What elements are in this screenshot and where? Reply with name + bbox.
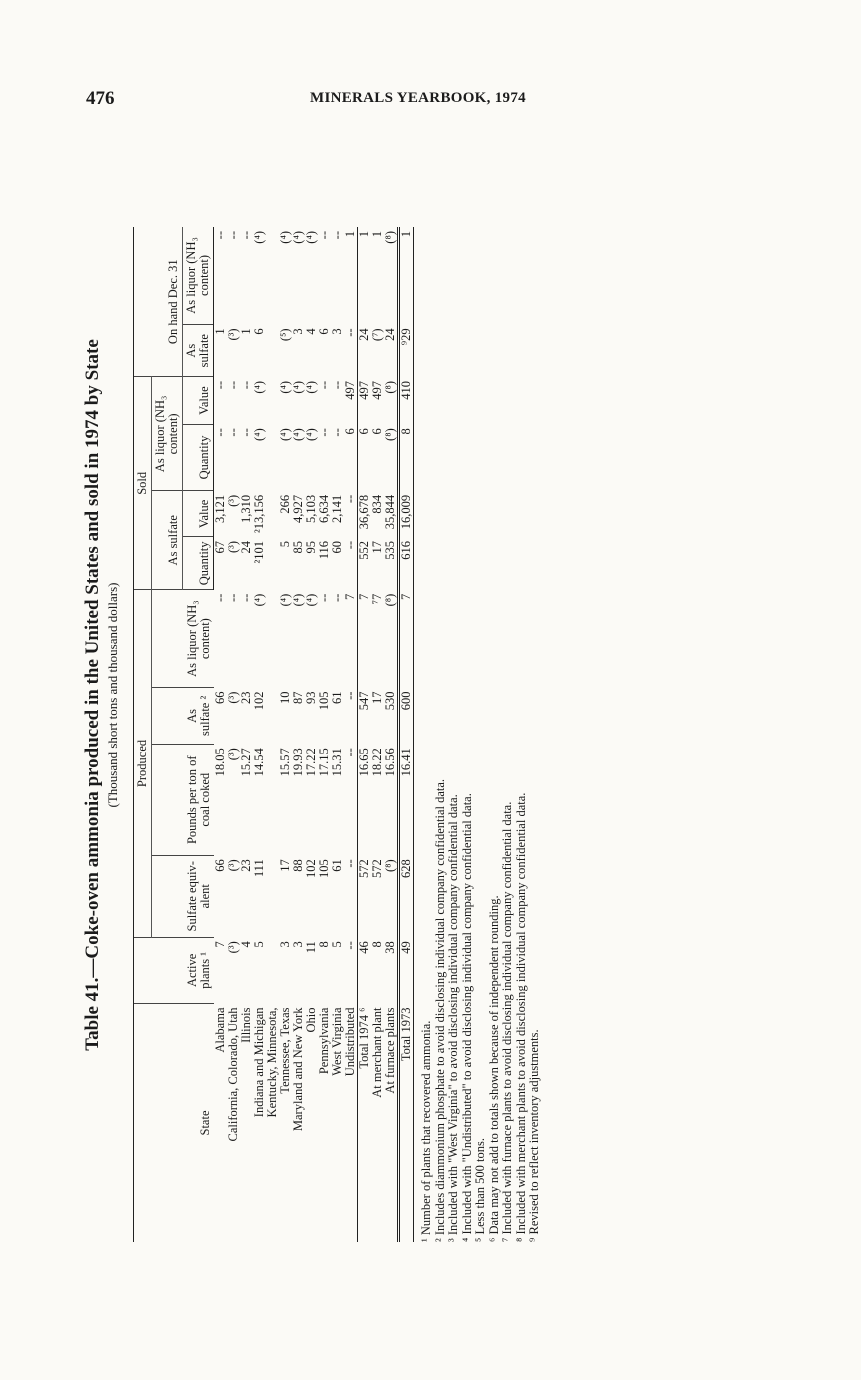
value-cell: 497 [370, 380, 384, 400]
value-cell: 66 [212, 691, 227, 705]
value-cell: 5 [252, 941, 266, 948]
footnote: ³ Included with "West Virginia" to avoid disclosing individual company confidential data. [446, 794, 460, 1242]
value-cell: 1 [239, 328, 253, 335]
state-cell: Illinois [239, 1007, 253, 1043]
value-cell: 18.05 [212, 748, 227, 777]
value-cell: 102 [252, 691, 266, 711]
col-sold-liquor-value: Value [183, 377, 214, 424]
value-cell: 38 [383, 941, 397, 954]
value-cell: (³) [226, 494, 240, 507]
value-cell: 600 [399, 688, 414, 745]
value-cell: 16,009 [399, 491, 414, 537]
value-cell: -- [226, 380, 240, 390]
table-subtitle: (Thousand short tons and thousand dollars) [105, 582, 120, 808]
value-cell: (⁴) [252, 428, 266, 441]
value-cell: 16.65 [358, 744, 372, 855]
value-cell: 6 [358, 424, 372, 491]
state-cell: Kentucky, Minnesota, [265, 1007, 279, 1118]
value-cell: (⁴) [304, 231, 318, 244]
value-cell: -- [239, 231, 253, 240]
value-cell: (³) [226, 691, 240, 704]
value-cell: -- [239, 380, 253, 390]
value-cell: 4 [239, 941, 253, 948]
group-produced: Produced [134, 590, 152, 938]
value-cell: 616 [399, 537, 414, 590]
value-cell: (³) [226, 540, 240, 554]
col-pounds-per-ton: Pounds per ton of coal coked [152, 744, 214, 855]
value-cell: 552 [358, 537, 372, 590]
value-cell: 24 [358, 324, 372, 377]
col-on-hand-sulfate: As sulfate [183, 324, 214, 377]
value-cell: -- [317, 231, 331, 240]
col-sulfate-equivalent: Sulfate equiv- alent [152, 855, 214, 937]
value-cell: (⁴) [291, 231, 305, 244]
footnote: ⁸ Included with merchant plants to avoid disclosing individual company confidential data. [513, 792, 528, 1242]
value-cell: 16.56 [383, 748, 397, 777]
value-cell: 24 [383, 328, 397, 341]
value-cell: 87 [291, 691, 305, 705]
footnote: ² Includes diammonium phosphate to avoid disclosing individual company confidential data. [432, 778, 447, 1242]
table-row [399, 227, 414, 1242]
footnote: ⁶ Data may not add to totals shown because of independent rounding. [486, 895, 501, 1242]
state-cell: California, Colorado, Utah [226, 1007, 240, 1142]
value-cell: 3,121 [213, 494, 227, 523]
state-cell: At merchant plant [370, 1007, 384, 1098]
col-produced-as-sulfate: As sulfate ² [152, 688, 214, 745]
rotated-table-block [82, 140, 582, 1250]
value-cell: (³) [226, 859, 240, 872]
value-cell: 10 [278, 691, 292, 705]
value-cell: 17.22 [304, 748, 318, 777]
table-title: Table 41.—Coke-oven ammonia produced in the United States and sold in 1974 by State [82, 339, 103, 1051]
col-active-plants: Active plants ¹ [134, 937, 214, 1003]
value-cell: 3 [330, 328, 344, 335]
value-cell: -- [239, 428, 253, 437]
value-cell: 4,927 [291, 494, 305, 523]
table-row [292, 227, 305, 1242]
value-cell: 5 [278, 540, 292, 548]
value-cell: (⁴) [278, 593, 292, 607]
value-cell: 15.57 [278, 748, 292, 777]
value-cell: 46 [358, 937, 372, 1003]
state-cell: Alabama [212, 1007, 227, 1053]
value-cell: (⁸) [383, 593, 397, 607]
value-cell: 15.31 [330, 748, 344, 777]
value-cell: 17 [370, 691, 384, 705]
value-cell: 834 [370, 494, 384, 514]
value-cell: 6 [370, 428, 384, 435]
value-cell: -- [213, 428, 227, 437]
value-cell: -- [343, 691, 357, 700]
value-cell: 93 [304, 691, 318, 705]
value-cell: 8 [370, 941, 384, 948]
value-cell: 572 [370, 859, 384, 879]
value-cell: 6,634 [317, 494, 331, 523]
value-cell: (⁴) [252, 380, 266, 394]
value-cell: 1 [213, 328, 227, 335]
value-cell: -- [226, 593, 240, 603]
value-cell: ²101 [252, 540, 266, 564]
value-cell: 535 [383, 540, 397, 560]
value-cell: -- [330, 231, 344, 240]
value-cell: 5,103 [304, 494, 318, 523]
table-row [344, 227, 358, 1242]
value-cell: (³) [226, 941, 240, 954]
value-cell: 67 [213, 540, 227, 554]
value-cell: -- [330, 593, 344, 603]
footnote: ¹ Number of plants that recovered ammonia. [419, 1020, 433, 1242]
value-cell: 1 [399, 227, 414, 324]
value-cell: 410 [399, 377, 414, 424]
value-cell: 8 [317, 941, 331, 948]
value-cell: 36,678 [358, 491, 372, 537]
value-cell: 497 [343, 380, 357, 400]
value-cell: 18.22 [370, 748, 384, 777]
value-cell: 1 [358, 227, 372, 324]
value-cell: 7 [399, 590, 414, 688]
col-sold-liquor-quantity: Quantity [183, 424, 214, 491]
value-cell: -- [343, 494, 357, 504]
value-cell: 17 [278, 859, 292, 872]
value-cell: 7 [358, 590, 372, 688]
value-cell: 85 [291, 540, 305, 554]
footnote: ⁷ Included with furnace plants to avoid disclosing individual company confidential data. [500, 801, 514, 1242]
state-cell: West Virginia [330, 1007, 344, 1076]
value-cell: 6 [317, 328, 331, 335]
value-cell [266, 937, 279, 1003]
table-row [214, 227, 228, 1242]
value-cell: -- [330, 428, 344, 437]
state-cell: Total 1974 ⁶ [358, 1004, 372, 1243]
value-cell: 17 [370, 540, 384, 554]
value-cell: 1,310 [239, 494, 253, 523]
col-sold-sulfate-value: Value [183, 491, 214, 537]
value-cell: -- [343, 328, 357, 337]
group-sold-as-liquor: As liquor (NH₃ content) [152, 377, 183, 491]
value-cell: -- [239, 593, 253, 603]
value-cell: 497 [358, 377, 372, 424]
value-cell: -- [317, 380, 331, 390]
table-row [305, 227, 318, 1242]
value-cell: 105 [317, 691, 331, 711]
state-cell: Pennsylvania [317, 1007, 331, 1075]
value-cell: 19.93 [291, 748, 305, 777]
running-head: MINERALS YEARBOOK, 1974 [310, 90, 526, 106]
footnote: ⁴ Included with "Undistributed" to avoid disclosing individual company confidential data. [459, 793, 474, 1242]
state-cell: Undistributed [343, 1007, 357, 1077]
state-cell: Tennessee, Texas [278, 1007, 292, 1094]
value-cell: ⁹29 [399, 324, 414, 377]
value-cell: 66 [212, 859, 227, 872]
value-cell: -- [226, 428, 240, 437]
state-cell: Maryland and New York [291, 1007, 305, 1132]
value-cell: 1 [343, 231, 357, 238]
value-cell: 23 [239, 691, 253, 705]
value-cell: (⁸) [383, 380, 397, 394]
col-on-hand-liquor: As liquor (NH₃ content) [183, 227, 214, 324]
value-cell: (⁴) [252, 231, 266, 244]
value-cell: (⁸) [383, 428, 397, 441]
value-cell: 572 [358, 855, 372, 937]
value-cell: (⁴) [252, 593, 266, 607]
group-sold: Sold [134, 377, 152, 590]
value-cell: -- [343, 859, 357, 868]
state-cell: At furnace plants [383, 1007, 397, 1094]
value-cell: (⁴) [278, 231, 292, 244]
value-cell: (⁴) [304, 380, 318, 394]
value-cell: (⁴) [304, 593, 318, 607]
value-cell: (³) [226, 748, 240, 761]
value-cell: 111 [252, 859, 266, 878]
value-cell: -- [343, 540, 357, 550]
value-cell: -- [213, 231, 227, 240]
value-cell: 628 [399, 855, 414, 937]
value-cell: ⁷7 [370, 593, 384, 605]
value-cell: 8 [399, 424, 414, 491]
value-cell: -- [212, 593, 227, 603]
value-cell: (⁸) [383, 231, 397, 244]
value-cell: 105 [317, 859, 331, 879]
state-cell: Total 1973 [399, 1004, 414, 1243]
value-cell: 6 [252, 328, 266, 335]
value-cell: 60 [330, 540, 344, 554]
value-cell: 7 [343, 593, 357, 600]
col-produced-as-liquor: As liquor (NH₃ content) [152, 590, 214, 688]
value-cell: (⁷) [370, 328, 384, 342]
table-row [227, 227, 240, 1242]
table-row [318, 227, 331, 1242]
value-cell: 6 [343, 428, 357, 435]
table-body [214, 227, 414, 1242]
value-cell: 4 [304, 328, 318, 335]
value-cell: 24 [239, 540, 253, 554]
value-cell: 61 [330, 691, 344, 705]
value-cell: 15.27 [239, 748, 253, 777]
value-cell: 3 [291, 941, 305, 948]
value-cell: 3 [278, 941, 292, 948]
value-cell: (³) [226, 328, 240, 341]
table-row [384, 227, 399, 1242]
value-cell: (⁴) [304, 428, 318, 441]
value-cell: 3 [291, 328, 305, 335]
value-cell: 88 [291, 859, 305, 872]
value-cell: -- [317, 428, 331, 437]
value-cell: 2,141 [330, 494, 344, 523]
value-cell: 1 [370, 231, 384, 238]
page-number: 476 [86, 88, 115, 109]
table-row [358, 227, 372, 1242]
value-cell: 5 [330, 941, 344, 948]
group-on-hand: On hand Dec. 31 [134, 227, 183, 377]
col-sold-sulfate-quantity: Quantity [183, 537, 214, 590]
value-cell: (⁴) [291, 428, 305, 441]
value-cell: 16.41 [399, 744, 414, 855]
value-cell: (⁴) [278, 380, 292, 394]
value-cell: 547 [358, 688, 372, 745]
value-cell: 14.54 [252, 748, 266, 777]
value-cell: (⁴) [278, 428, 292, 441]
value-cell: 530 [383, 691, 397, 711]
value-cell: -- [226, 231, 240, 240]
value-cell: (⁸) [383, 859, 397, 872]
footnotes [420, 140, 542, 1242]
value-cell: 7 [212, 941, 227, 948]
group-sold-as-sulfate: As sulfate [152, 491, 183, 590]
value-cell: (⁵) [278, 328, 292, 342]
value-cell: 102 [304, 859, 318, 879]
value-cell: 23 [239, 859, 253, 872]
value-cell: -- [343, 748, 357, 757]
value-cell: 11 [304, 941, 318, 954]
value-cell: (⁴) [291, 593, 305, 607]
value-cell: (⁴) [291, 380, 305, 394]
footnote: ⁵ Less than 500 tons. [473, 1137, 487, 1242]
state-cell: Ohio [304, 1007, 318, 1033]
value-cell: 116 [317, 540, 331, 560]
value-cell: -- [343, 941, 357, 950]
table-row [331, 227, 344, 1242]
value-cell: 35,844 [383, 494, 397, 530]
value-cell: 266 [278, 494, 292, 514]
value-cell: -- [317, 593, 331, 603]
value-cell: 95 [304, 540, 318, 554]
value-cell: 17.15 [317, 748, 331, 777]
value-cell: 61 [330, 859, 344, 872]
ammonia-table [133, 227, 414, 1242]
value-cell: 49 [399, 937, 414, 1003]
footnote: ⁹ Revised to reflect inventory adjustments. [527, 1029, 541, 1242]
value-cell: -- [330, 380, 344, 390]
value-cell: -- [213, 380, 227, 390]
value-cell: ²13,156 [252, 494, 266, 533]
col-state: State [134, 1004, 214, 1243]
state-cell: Indiana and Michigan [252, 1007, 266, 1118]
